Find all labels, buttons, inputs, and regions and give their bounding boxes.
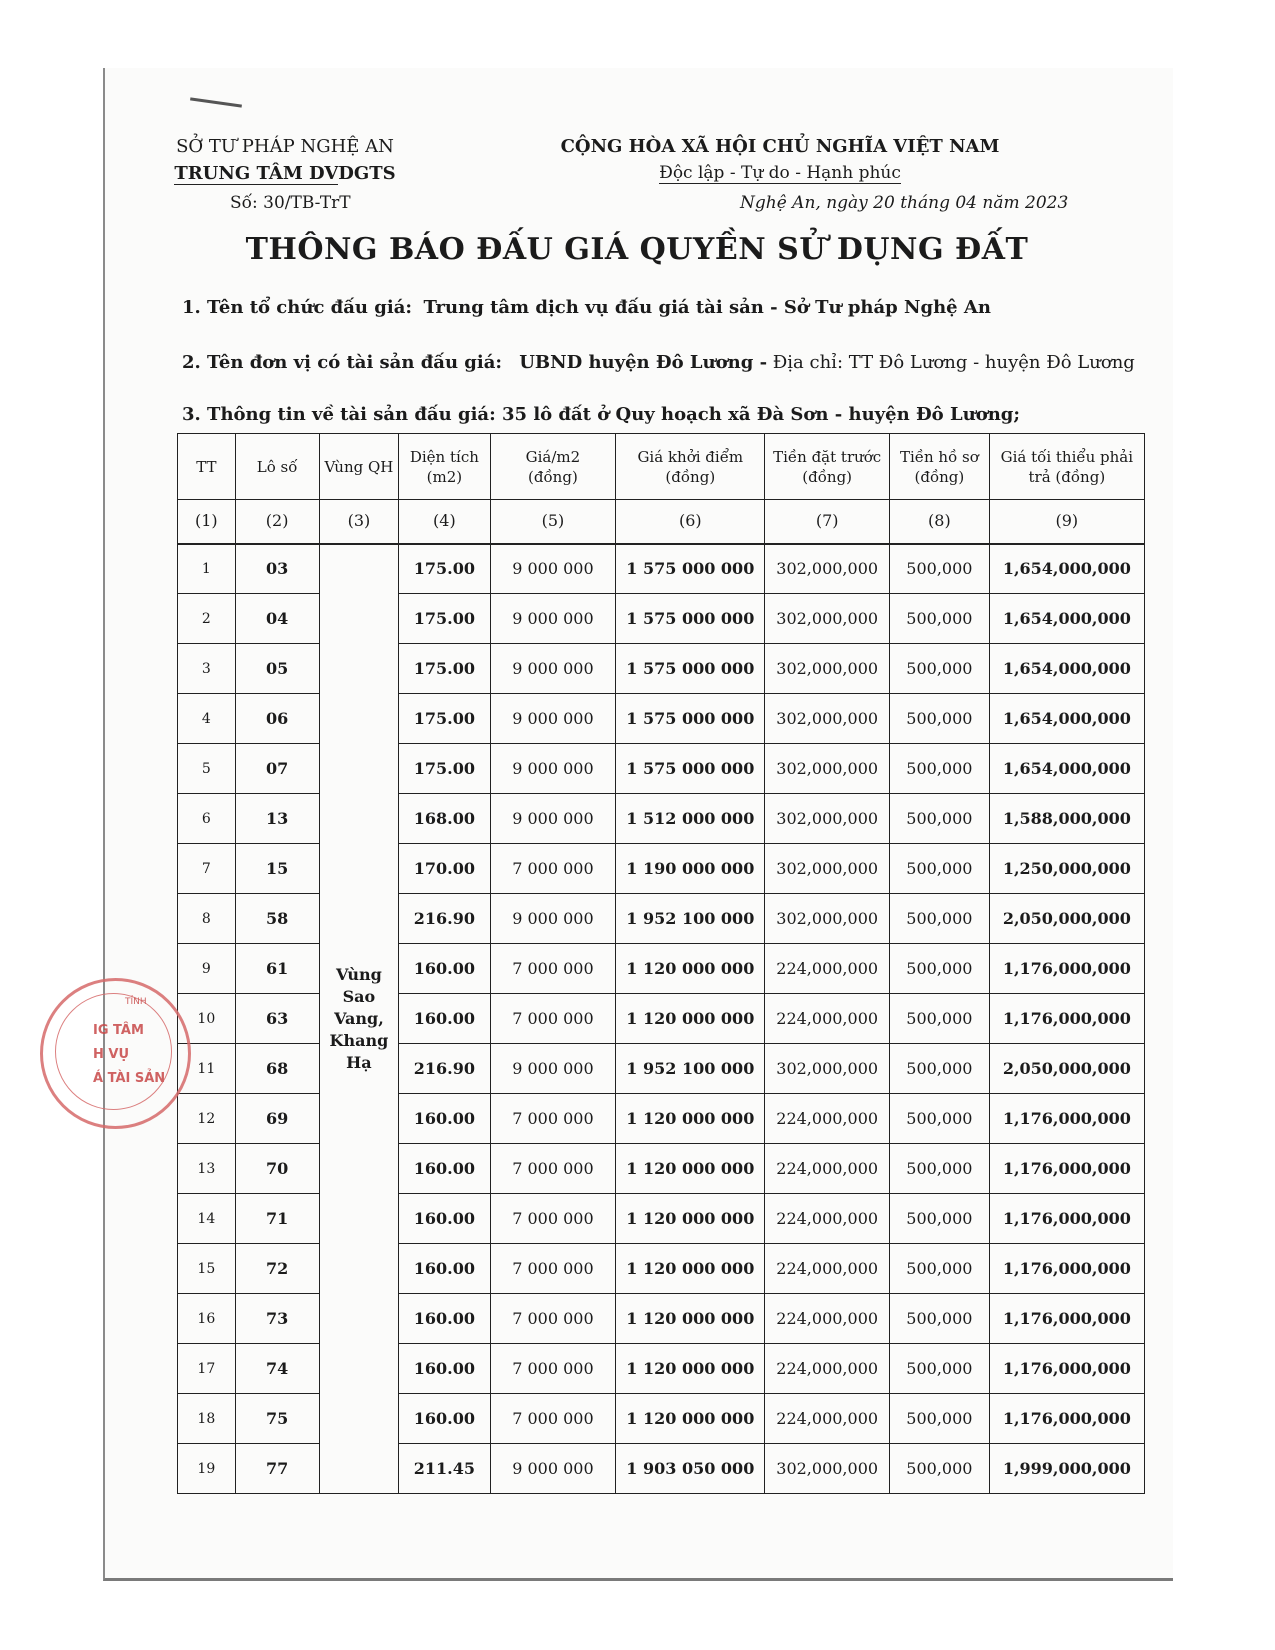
fee-cell: 500,000 — [890, 1144, 990, 1194]
area-cell: 175.00 — [399, 544, 490, 594]
area-cell: 160.00 — [399, 1194, 490, 1244]
fee-cell: 500,000 — [890, 844, 990, 894]
area-cell: 216.90 — [399, 1044, 490, 1094]
min-payment-cell: 1,654,000,000 — [989, 744, 1144, 794]
area-cell: 160.00 — [399, 1344, 490, 1394]
deposit-cell: 224,000,000 — [765, 994, 890, 1044]
col-number: (3) — [319, 500, 399, 544]
start-price-cell: 1 952 100 000 — [616, 894, 765, 944]
lot-number: 15 — [235, 844, 319, 894]
deposit-cell: 302,000,000 — [765, 1044, 890, 1094]
row-index: 8 — [178, 894, 236, 944]
red-seal-stamp — [40, 978, 191, 1129]
col-header-start-price: Giá khởi điểm (đồng) — [616, 434, 765, 500]
fee-cell: 500,000 — [890, 544, 990, 594]
price-per-m2-cell: 7 000 000 — [490, 1244, 616, 1294]
column-number-row — [178, 500, 1145, 544]
national-title: CỘNG HÒA XÃ HỘI CHỦ NGHĨA VIỆT NAM — [560, 136, 1000, 157]
area-cell: 211.45 — [399, 1444, 490, 1494]
fee-cell: 500,000 — [890, 1244, 990, 1294]
deposit-cell: 224,000,000 — [765, 1094, 890, 1144]
row-index: 9 — [178, 944, 236, 994]
col-number: (4) — [399, 500, 490, 544]
col-header-tt: TT — [178, 434, 236, 500]
price-per-m2-cell: 9 000 000 — [490, 694, 616, 744]
deposit-cell: 302,000,000 — [765, 694, 890, 744]
col-number: (5) — [490, 500, 616, 544]
price-per-m2-cell: 7 000 000 — [490, 1294, 616, 1344]
fee-cell: 500,000 — [890, 1344, 990, 1394]
area-cell: 160.00 — [399, 1244, 490, 1294]
row-index: 1 — [178, 544, 236, 594]
min-payment-cell: 1,250,000,000 — [989, 844, 1144, 894]
start-price-cell: 1 120 000 000 — [616, 944, 765, 994]
row-index: 10 — [178, 994, 236, 1044]
min-payment-cell: 1,176,000,000 — [989, 1244, 1144, 1294]
min-payment-cell: 2,050,000,000 — [989, 1044, 1144, 1094]
price-per-m2-cell: 7 000 000 — [490, 1344, 616, 1394]
table-body — [178, 544, 1145, 1494]
deposit-cell: 224,000,000 — [765, 944, 890, 994]
lot-number: 69 — [235, 1094, 319, 1144]
fee-cell: 500,000 — [890, 694, 990, 744]
start-price-cell: 1 575 000 000 — [616, 644, 765, 694]
col-header-zone: Vùng QH — [319, 434, 399, 500]
price-per-m2-cell: 7 000 000 — [490, 1194, 616, 1244]
lot-number: 03 — [235, 544, 319, 594]
lot-number: 06 — [235, 694, 319, 744]
lot-number: 13 — [235, 794, 319, 844]
national-header — [560, 133, 1000, 187]
row-index: 4 — [178, 694, 236, 744]
min-payment-cell: 1,176,000,000 — [989, 1194, 1144, 1244]
row-index: 6 — [178, 794, 236, 844]
min-payment-cell: 1,176,000,000 — [989, 1144, 1144, 1194]
start-price-cell: 1 575 000 000 — [616, 594, 765, 644]
start-price-cell: 1 120 000 000 — [616, 1394, 765, 1444]
seal-top-text: TỈNH — [125, 997, 147, 1007]
min-payment-cell: 1,176,000,000 — [989, 944, 1144, 994]
row-index: 13 — [178, 1144, 236, 1194]
col-header-price: Giá/m2 (đồng) — [490, 434, 616, 500]
deposit-cell: 302,000,000 — [765, 794, 890, 844]
min-payment-cell: 1,654,000,000 — [989, 594, 1144, 644]
col-number: (7) — [765, 500, 890, 544]
table-row — [178, 544, 1145, 594]
min-payment-cell: 1,176,000,000 — [989, 1344, 1144, 1394]
area-cell: 160.00 — [399, 944, 490, 994]
zone-cell: Vùng Sao Vang, Khang Hạ — [319, 544, 399, 1494]
lot-number: 70 — [235, 1144, 319, 1194]
area-cell: 175.00 — [399, 594, 490, 644]
table-header-row — [178, 434, 1145, 500]
lot-number: 63 — [235, 994, 319, 1044]
fee-cell: 500,000 — [890, 1094, 990, 1144]
min-payment-cell: 1,654,000,000 — [989, 694, 1144, 744]
lot-number: 61 — [235, 944, 319, 994]
col-header-area: Diện tích (m2) — [399, 434, 490, 500]
fee-cell: 500,000 — [890, 594, 990, 644]
row-index: 5 — [178, 744, 236, 794]
deposit-cell: 302,000,000 — [765, 1444, 890, 1494]
area-cell: 175.00 — [399, 744, 490, 794]
lot-number: 77 — [235, 1444, 319, 1494]
fee-cell: 500,000 — [890, 1444, 990, 1494]
lot-number: 71 — [235, 1194, 319, 1244]
area-cell: 160.00 — [399, 1094, 490, 1144]
lot-number: 58 — [235, 894, 319, 944]
fee-cell: 500,000 — [890, 744, 990, 794]
row-index: 2 — [178, 594, 236, 644]
info-item-2: 2. Tên đơn vị có tài sản đấu giá: UBND huyện Đô Lương - Địa chỉ: TT Đô Lương - huyện Đô Lương — [182, 352, 1135, 373]
deposit-cell: 224,000,000 — [765, 1144, 890, 1194]
start-price-cell: 1 120 000 000 — [616, 1294, 765, 1344]
fee-cell: 500,000 — [890, 794, 990, 844]
fee-cell: 500,000 — [890, 994, 990, 1044]
col-number: (2) — [235, 500, 319, 544]
price-per-m2-cell: 9 000 000 — [490, 1044, 616, 1094]
document-date: Nghệ An, ngày 20 tháng 04 năm 2023 — [740, 193, 1069, 213]
fee-cell: 500,000 — [890, 894, 990, 944]
document-title: THÔNG BÁO ĐẤU GIÁ QUYỀN SỬ DỤNG ĐẤT — [245, 232, 1029, 267]
price-per-m2-cell: 9 000 000 — [490, 544, 616, 594]
area-cell: 160.00 — [399, 1144, 490, 1194]
row-index: 15 — [178, 1244, 236, 1294]
area-cell: 160.00 — [399, 1394, 490, 1444]
start-price-cell: 1 120 000 000 — [616, 1344, 765, 1394]
start-price-cell: 1 190 000 000 — [616, 844, 765, 894]
price-per-m2-cell: 9 000 000 — [490, 894, 616, 944]
row-index: 12 — [178, 1094, 236, 1144]
deposit-cell: 224,000,000 — [765, 1394, 890, 1444]
lot-number: 04 — [235, 594, 319, 644]
row-index: 3 — [178, 644, 236, 694]
col-number: (1) — [178, 500, 236, 544]
row-index: 11 — [178, 1044, 236, 1094]
fee-cell: 500,000 — [890, 644, 990, 694]
fee-cell: 500,000 — [890, 1044, 990, 1094]
min-payment-cell: 1,176,000,000 — [989, 1394, 1144, 1444]
seal-text: IG TÂM H VỤ Á TÀI SẢN — [93, 1023, 166, 1086]
min-payment-cell: 1,588,000,000 — [989, 794, 1144, 844]
start-price-cell: 1 952 100 000 — [616, 1044, 765, 1094]
start-price-cell: 1 575 000 000 — [616, 544, 765, 594]
start-price-cell: 1 575 000 000 — [616, 694, 765, 744]
fee-cell: 500,000 — [890, 1394, 990, 1444]
price-per-m2-cell: 7 000 000 — [490, 1144, 616, 1194]
col-header-deposit: Tiền đặt trước (đồng) — [765, 434, 890, 500]
row-index: 16 — [178, 1294, 236, 1344]
area-cell: 175.00 — [399, 694, 490, 744]
area-cell: 160.00 — [399, 1294, 490, 1344]
area-cell: 168.00 — [399, 794, 490, 844]
lot-number: 07 — [235, 744, 319, 794]
price-per-m2-cell: 7 000 000 — [490, 844, 616, 894]
start-price-cell: 1 575 000 000 — [616, 744, 765, 794]
area-cell: 160.00 — [399, 994, 490, 1044]
deposit-cell: 302,000,000 — [765, 844, 890, 894]
fee-cell: 500,000 — [890, 1294, 990, 1344]
price-per-m2-cell: 7 000 000 — [490, 944, 616, 994]
deposit-cell: 302,000,000 — [765, 644, 890, 694]
fee-cell: 500,000 — [890, 944, 990, 994]
row-index: 14 — [178, 1194, 236, 1244]
start-price-cell: 1 512 000 000 — [616, 794, 765, 844]
lot-number: 72 — [235, 1244, 319, 1294]
row-index: 17 — [178, 1344, 236, 1394]
price-per-m2-cell: 7 000 000 — [490, 994, 616, 1044]
start-price-cell: 1 120 000 000 — [616, 1144, 765, 1194]
info-item-3: 3. Thông tin về tài sản đấu giá: 35 lô đất ở Quy hoạch xã Đà Sơn - huyện Đô Lương; — [182, 404, 1021, 425]
start-price-cell: 1 120 000 000 — [616, 994, 765, 1044]
min-payment-cell: 1,176,000,000 — [989, 994, 1144, 1044]
min-payment-cell: 1,999,000,000 — [989, 1444, 1144, 1494]
col-number: (8) — [890, 500, 990, 544]
min-payment-cell: 1,176,000,000 — [989, 1094, 1144, 1144]
lot-number: 05 — [235, 644, 319, 694]
col-header-min-pay: Giá tối thiểu phải trả (đồng) — [989, 434, 1144, 500]
auction-lots-table — [177, 433, 1145, 1494]
start-price-cell: 1 903 050 000 — [616, 1444, 765, 1494]
fee-cell: 500,000 — [890, 1194, 990, 1244]
price-per-m2-cell: 7 000 000 — [490, 1394, 616, 1444]
issuer-department: SỞ TƯ PHÁP NGHỆ AN — [176, 136, 394, 157]
lot-number: 73 — [235, 1294, 319, 1344]
area-cell: 170.00 — [399, 844, 490, 894]
start-price-cell: 1 120 000 000 — [616, 1194, 765, 1244]
price-per-m2-cell: 7 000 000 — [490, 1094, 616, 1144]
col-number: (9) — [989, 500, 1144, 544]
col-header-fee: Tiền hồ sơ (đồng) — [890, 434, 990, 500]
col-number: (6) — [616, 500, 765, 544]
row-index: 7 — [178, 844, 236, 894]
deposit-cell: 224,000,000 — [765, 1244, 890, 1294]
row-index: 18 — [178, 1394, 236, 1444]
lot-number: 75 — [235, 1394, 319, 1444]
price-per-m2-cell: 9 000 000 — [490, 1444, 616, 1494]
row-index: 19 — [178, 1444, 236, 1494]
min-payment-cell: 2,050,000,000 — [989, 894, 1144, 944]
deposit-cell: 302,000,000 — [765, 894, 890, 944]
deposit-cell: 302,000,000 — [765, 744, 890, 794]
min-payment-cell: 1,176,000,000 — [989, 1294, 1144, 1344]
deposit-cell: 224,000,000 — [765, 1194, 890, 1244]
deposit-cell: 224,000,000 — [765, 1344, 890, 1394]
lot-number: 68 — [235, 1044, 319, 1094]
info-item-1: 1. Tên tổ chức đấu giá: Trung tâm dịch vụ đấu giá tài sản - Sở Tư pháp Nghệ An — [182, 297, 991, 318]
deposit-cell: 302,000,000 — [765, 544, 890, 594]
issuer-center: TRUNG TÂM DVDGTS — [174, 163, 396, 184]
lot-number: 74 — [235, 1344, 319, 1394]
start-price-cell: 1 120 000 000 — [616, 1244, 765, 1294]
issuer-header — [165, 133, 405, 187]
min-payment-cell: 1,654,000,000 — [989, 544, 1144, 594]
national-motto: Độc lập - Tự do - Hạnh phúc — [659, 163, 901, 183]
price-per-m2-cell: 9 000 000 — [490, 744, 616, 794]
price-per-m2-cell: 9 000 000 — [490, 594, 616, 644]
area-cell: 216.90 — [399, 894, 490, 944]
price-per-m2-cell: 9 000 000 — [490, 794, 616, 844]
document-number: Số: 30/TB-TrT — [230, 193, 351, 213]
area-cell: 175.00 — [399, 644, 490, 694]
deposit-cell: 302,000,000 — [765, 594, 890, 644]
start-price-cell: 1 120 000 000 — [616, 1094, 765, 1144]
col-header-lot: Lô số — [235, 434, 319, 500]
deposit-cell: 224,000,000 — [765, 1294, 890, 1344]
price-per-m2-cell: 9 000 000 — [490, 644, 616, 694]
min-payment-cell: 1,654,000,000 — [989, 644, 1144, 694]
